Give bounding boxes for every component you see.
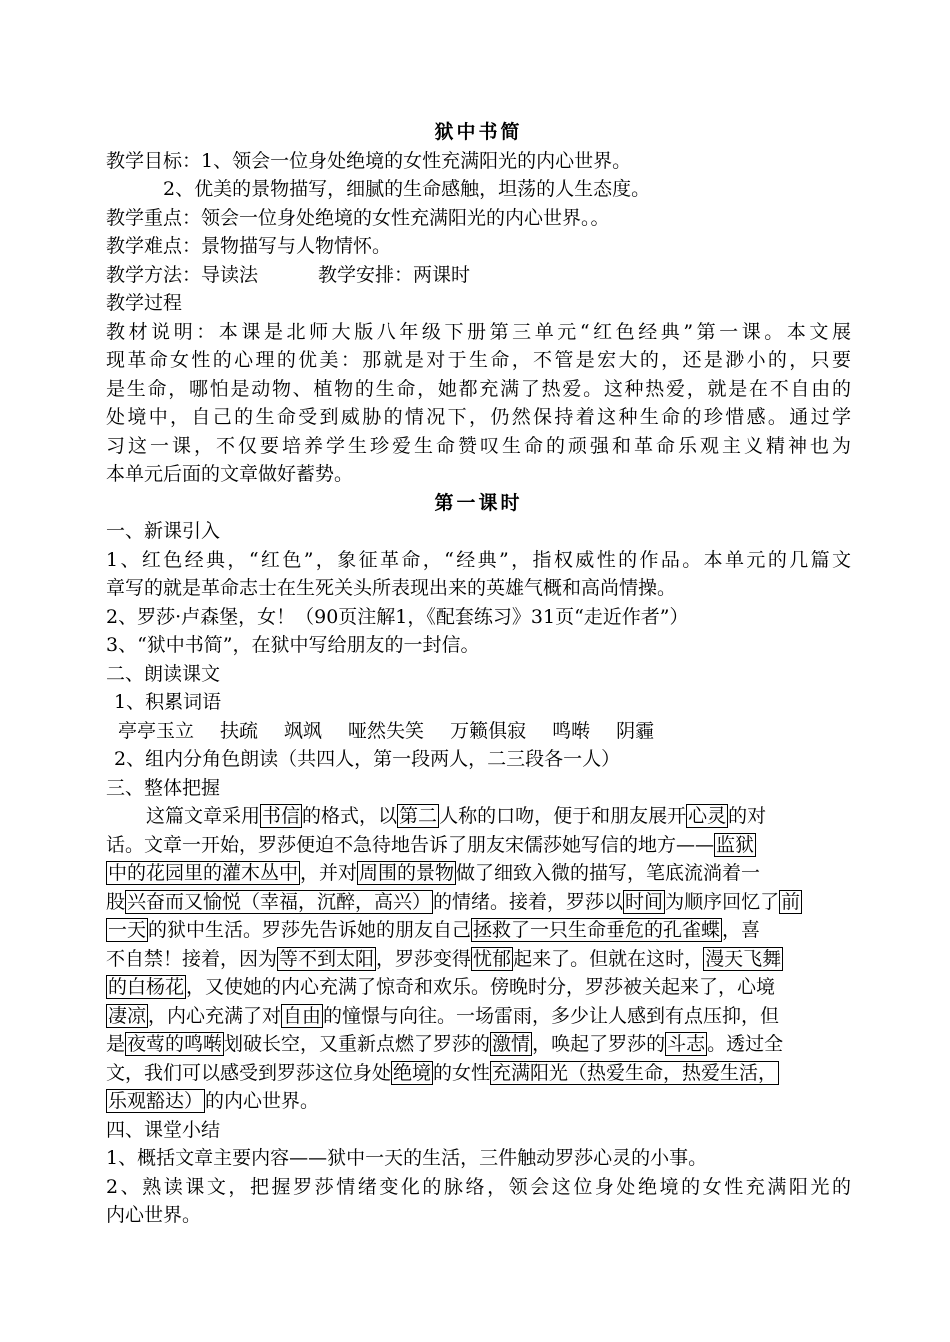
analysis-text: ，罗莎变得 <box>376 947 472 970</box>
analysis-text: 的内心世界。 <box>205 1090 320 1112</box>
boxed-keyword: 凄凉 <box>108 1004 147 1027</box>
analysis-text: 为顺序回忆了 <box>665 890 780 913</box>
section-heading: 一、新课引入 <box>106 520 221 542</box>
teaching-method-row <box>106 261 851 290</box>
boxed-keyword: 斗志 <box>667 1033 706 1055</box>
analysis-text: 是 <box>106 1033 126 1055</box>
teaching-goal-2: 2、优美的景物描写，细腻的生命感触，坦荡的人生态度。 <box>163 178 651 200</box>
boxed-keyword: 忧郁 <box>473 947 512 970</box>
teaching-schedule: 教学安排：两课时 <box>318 263 471 286</box>
analysis-text: 的狱中生活。罗莎先告诉她的朋友自己 <box>148 919 472 941</box>
teaching-goal-1: 教学目标：1、领会一位身处绝境的女性充满阳光的内心世界。 <box>106 149 632 172</box>
analysis-text: 的对 <box>728 805 767 827</box>
vocab-list <box>106 717 851 746</box>
summary-item-1: 1、概括文章主要内容——狱中一天的生活，三件触动罗莎心灵的小事。 <box>106 1147 708 1169</box>
boxed-keyword: 充满阳光（热爱生命，热爱生活， <box>492 1061 778 1084</box>
section-heading: 二、朗读课文 <box>106 662 221 685</box>
vocab-word: 飒飒 <box>284 719 323 742</box>
material-line: 教材说明：本课是北师大版八年级下册第三单元“红色经典”第一课。本文展 <box>106 320 851 343</box>
boxed-keyword: 乐观豁达） <box>108 1090 204 1112</box>
boxed-keyword: 绝境 <box>393 1061 432 1084</box>
analysis-line <box>106 945 851 974</box>
boxed-keyword: 周围的景物 <box>359 862 455 884</box>
analysis-text: 不自禁！接着，因为 <box>106 947 278 970</box>
boxed-keyword: 的白杨花 <box>108 976 185 998</box>
analysis-text: ，又使她的内心充满了惊奇和欢乐。傍晚时分，罗莎被关起来了，心境 <box>186 976 776 998</box>
boxed-keyword: 激情 <box>492 1033 531 1055</box>
document-page <box>106 118 851 1230</box>
boxed-keyword: 心灵 <box>688 805 727 827</box>
material-line: 现革命女性的心理的优美：那就是对于生命，不管是宏大的，还是渺小的，只要 <box>106 349 851 371</box>
summary-item-2: 2、熟读课文，把握罗莎情绪变化的脉络，领会这位身处绝境的女性充满阳光的 <box>106 1175 851 1198</box>
boxed-keyword: 前 <box>781 890 801 913</box>
boxed-keyword: 监狱 <box>716 833 755 856</box>
boxed-keyword: 一天 <box>108 919 147 941</box>
analysis-line <box>106 888 851 917</box>
analysis-text: 文，我们可以感受到罗莎这位身处 <box>106 1061 392 1084</box>
boxed-keyword: 书信 <box>262 805 301 827</box>
intro-item-3: 3、“狱中书简”，在狱中写给朋友的一封信。 <box>106 634 480 656</box>
analysis-text: ，内心充满了对 <box>148 1004 282 1027</box>
analysis-text: 人称的口吻，便于和朋友展开 <box>439 805 687 827</box>
lesson-heading: 第一课时 <box>434 491 523 514</box>
analysis-line <box>106 1030 851 1059</box>
reading-item-1: 1、积累词语 <box>114 691 222 713</box>
analysis-text: 。透过全 <box>707 1033 784 1055</box>
material-line: 处境中，自己的生命受到威胁的情况下，仍然保持着这种生命的珍惜感。通过学 <box>106 406 851 428</box>
analysis-text: 划破长空，又重新点燃了罗莎的 <box>224 1033 491 1055</box>
vocab-word: 哑然失笑 <box>348 719 425 742</box>
material-line: 是生命，哪怕是动物、植物的生命，她都充满了热爱。这种热爱，就是在不自由的 <box>106 377 851 400</box>
analysis-line <box>106 1059 851 1088</box>
analysis-text: 做了细致入微的描写，笔底流淌着一 <box>456 862 761 884</box>
boxed-keyword: 兴奋而又愉悦（幸福，沉醉，高兴） <box>127 890 432 913</box>
boxed-keyword: 拯救了一只生命垂危的孔雀蝶 <box>473 919 721 941</box>
boxed-keyword: 自由 <box>283 1004 322 1027</box>
vocab-word: 亭亭玉立 <box>118 719 195 742</box>
analysis-text: 的情绪。接着，罗莎以 <box>433 890 624 913</box>
analysis-line <box>106 1087 851 1116</box>
teaching-method: 教学方法：导读法 <box>106 263 259 286</box>
boxed-keyword: 中的花园里的灌木丛中 <box>108 862 299 884</box>
document-title: 狱中书简 <box>434 121 523 143</box>
analysis-text: ，并对 <box>300 862 358 884</box>
analysis-line <box>106 859 851 888</box>
analysis-line <box>106 831 851 860</box>
analysis-text: 话。文章一开始，罗莎便迫不急待地告诉了朋友宋儒莎她写信的地方—— <box>106 833 715 856</box>
boxed-keyword: 等不到太阳 <box>279 947 375 970</box>
analysis-text: ，喜 <box>722 919 761 941</box>
boxed-keyword: 时间 <box>625 890 664 913</box>
analysis-line <box>106 973 851 1002</box>
analysis-text: 的格式，以 <box>302 805 398 827</box>
analysis-line <box>106 1002 851 1031</box>
material-line: 习这一课，不仅要培养学生珍爱生命赞叹生命的顽强和革命乐观主义精神也为 <box>106 434 851 457</box>
material-line: 本单元后面的文章做好蓄势。 <box>106 463 354 485</box>
boxed-keyword: 第二 <box>399 805 438 827</box>
intro-item-1: 1、红色经典，“红色”，象征革命，“经典”，指权威性的作品。本单元的几篇文 <box>106 548 851 571</box>
analysis-text: 股 <box>106 890 126 913</box>
reading-item-2: 2、组内分角色朗读（共四人，第一段两人，二三段各一人） <box>114 748 621 770</box>
teaching-process: 教学过程 <box>106 292 183 314</box>
intro-item-2: 2、罗莎·卢森堡，女！（90页注解1，《配套练习》31页“走近作者”） <box>106 605 689 628</box>
boxed-keyword: 漫天飞舞 <box>705 947 782 970</box>
analysis-text: ，唤起了罗莎的 <box>532 1033 666 1055</box>
vocab-word: 阴霾 <box>616 719 655 742</box>
analysis-text: 的憧憬与向往。一场雷雨，多少让人感到有点压抑，但 <box>323 1004 780 1027</box>
boxed-keyword: 夜莺的鸣啭 <box>127 1033 223 1055</box>
teaching-difficulty: 教学难点：景物描写与人物情怀。 <box>106 235 392 257</box>
vocab-word: 扶疏 <box>220 719 259 742</box>
section-heading: 三、整体把握 <box>106 776 221 799</box>
vocab-word: 鸣啭 <box>552 719 591 742</box>
analysis-line <box>106 802 851 831</box>
teaching-key-point: 教学重点：领会一位身处绝境的女性充满阳光的内心世界。。 <box>106 206 610 229</box>
summary-item-2-cont: 内心世界。 <box>106 1204 202 1226</box>
analysis-line <box>106 916 851 945</box>
analysis-text: 起来了。但就在这时， <box>513 947 704 970</box>
intro-item-1-cont: 章写的就是革命志士在生死关头所表现出来的英雄气概和高尚情操。 <box>106 577 677 599</box>
analysis-text: 这篇文章采用 <box>146 805 261 827</box>
analysis-text: 的女性 <box>433 1061 491 1084</box>
section-heading: 四、课堂小结 <box>106 1118 221 1141</box>
vocab-word: 万籁俱寂 <box>450 719 527 742</box>
